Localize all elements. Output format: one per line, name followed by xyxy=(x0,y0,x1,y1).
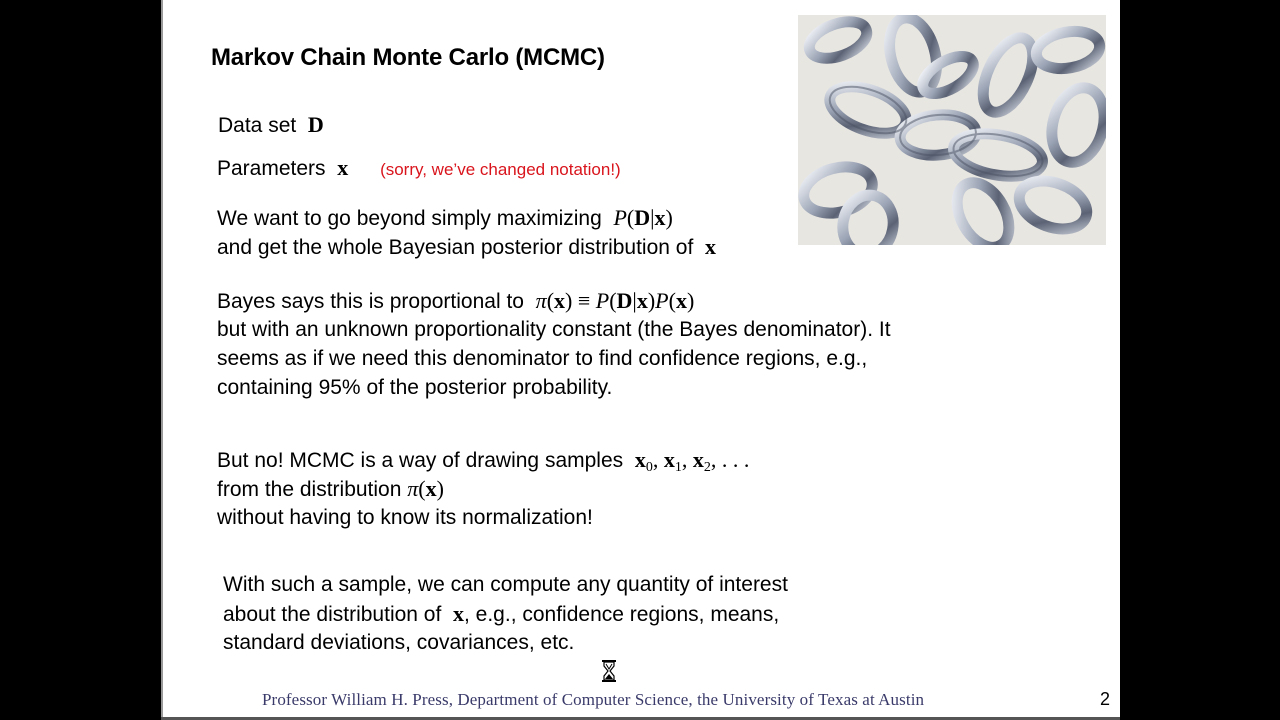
para3-text: But no! MCMC is a way of drawing samples xyxy=(217,449,624,472)
para4-line1: With such a sample, we can compute any quantity of interest xyxy=(223,573,788,596)
para4-line2 xyxy=(223,599,779,629)
para4-line3: standard deviations, covariances, etc. xyxy=(223,631,575,654)
data-set-line xyxy=(218,110,324,140)
para1-line1 xyxy=(217,203,673,233)
para1-line2 xyxy=(217,232,716,262)
x-symbol: x xyxy=(453,601,464,626)
parameters-line xyxy=(217,153,621,184)
likelihood-formula: P(D|x) xyxy=(613,205,673,230)
data-set-label: Data set xyxy=(218,114,297,137)
para2-line4: containing 95% of the posterior probability. xyxy=(217,376,613,399)
para2-text: Bayes says this is proportional to xyxy=(217,290,524,313)
hourglass-cursor-icon xyxy=(601,660,617,682)
x-symbol: x xyxy=(704,234,716,259)
para4-text2: , e.g., confidence regions, means, xyxy=(464,603,780,626)
posterior-formula: π(x) ≡ P(D|x)P(x) xyxy=(535,288,695,313)
para2-line3: seems as if we need this denominator to find confidence regions, e.g., xyxy=(217,347,868,370)
data-set-symbol: D xyxy=(307,112,324,137)
chain-photo-icon xyxy=(798,15,1106,245)
para3-line3: without having to know its normalization! xyxy=(217,506,593,529)
pi-formula: π(x) xyxy=(407,476,444,501)
slide xyxy=(161,0,1120,718)
para2-line2: but with an unknown proportionality constant (the Bayes denominator). It xyxy=(217,318,891,341)
parameters-label: Parameters xyxy=(217,157,326,180)
para1-text2: and get the whole Bayesian posterior distribution of xyxy=(217,236,694,259)
para4-text: about the distribution of xyxy=(223,603,442,626)
notation-note: (sorry, we’ve changed notation!) xyxy=(380,160,621,179)
slide-title: Markov Chain Monte Carlo (MCMC) xyxy=(211,44,605,71)
para3-text2: from the distribution xyxy=(217,478,402,501)
para2-line1 xyxy=(217,286,694,316)
para3-line2 xyxy=(217,474,444,504)
para1-text: We want to go beyond simply maximizing xyxy=(217,207,602,230)
samples-formula: $x_0$, $x_1$, $x_2$, . . . xyxy=(634,447,750,475)
slide-footer: Professor William H. Press, Department of Computer Science, the University of Texas at Austin xyxy=(262,690,925,709)
parameters-symbol: x xyxy=(337,155,349,180)
page-number: 2 xyxy=(1100,689,1111,709)
